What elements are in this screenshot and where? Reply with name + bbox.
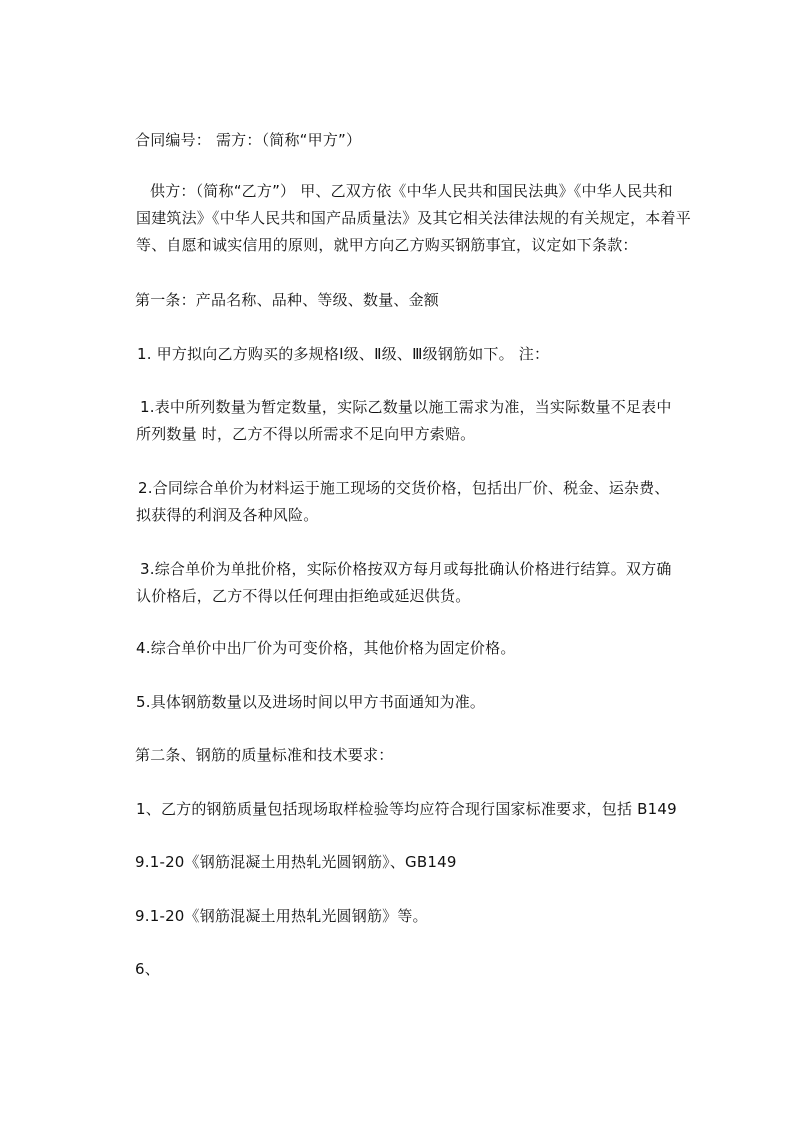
text-line: 认价格后，乙方不得以任何理由拒绝或延迟供货。	[136, 587, 471, 605]
standard-line-1	[135, 849, 457, 876]
text-line: 6、	[135, 960, 160, 978]
note-4	[136, 635, 516, 662]
note-3	[136, 556, 672, 610]
note-5	[136, 689, 485, 716]
text-line: 所列数量 时，乙方不得以所需求不足向甲方索赔。	[136, 425, 476, 443]
note-2	[136, 475, 670, 529]
text-line: 9.1-20《钢筋混凝土用热轧光圆钢筋》、GB149	[135, 853, 457, 871]
text-line: 1. 甲方拟向乙方购买的多规格Ⅰ级、Ⅱ级、Ⅲ级钢筋如下。 注：	[137, 345, 550, 363]
article-one-heading	[135, 287, 439, 314]
text-line: 1、乙方的钢筋质量包括现场取样检验等均应符合现行国家标准要求，包括 B149	[136, 800, 677, 818]
text-line: 拟获得的利润及各种风险。	[136, 506, 319, 524]
purchase-item-1	[137, 341, 549, 368]
contract-number-and-buyer	[135, 127, 361, 154]
text-line: 3.综合单价为单批价格，实际价格按双方每月或每批确认价格进行结算。双方确	[140, 560, 672, 578]
text-line: 等、自愿和诚实信用的原则，就甲方向乙方购买钢筋事宜，议定如下条款：	[136, 236, 638, 254]
text-line: 国建筑法》《中华人民共和国产品质量法》及其它相关法律法规的有关规定，本着平	[136, 209, 691, 227]
standard-line-2	[135, 903, 428, 930]
text-line: 1.表中所列数量为暂定数量，实际乙数量以施工需求为准，当实际数量不足表中	[140, 398, 672, 416]
text-line: 5.具体钢筋数量以及进场时间以甲方书面通知为准。	[136, 693, 486, 711]
supplier-intro-paragraph	[136, 178, 691, 259]
text-line: 4.综合单价中出厂价为可变价格，其他价格为固定价格。	[136, 639, 516, 657]
text-line: 2.合同综合单价为材料运于施工现场的交货价格，包括出厂价、税金、运杂费、	[138, 479, 670, 497]
text-line: 第二条、钢筋的质量标准和技术要求：	[135, 746, 394, 764]
text-line: 第一条：产品名称、品种、等级、数量、金额	[135, 291, 440, 309]
text-line: 合同编号： 需方：（简称“甲方”）	[135, 131, 362, 149]
text-line: 供方：（简称“乙方”） 甲、乙双方依《中华人民共和国民法典》《中华人民共和	[150, 182, 673, 200]
quality-item-1	[136, 796, 677, 823]
text-line: 9.1-20《钢筋混凝土用热轧光圆钢筋》等。	[135, 907, 428, 925]
item-6	[135, 956, 160, 983]
note-1	[136, 394, 672, 448]
article-two-heading	[135, 742, 393, 769]
